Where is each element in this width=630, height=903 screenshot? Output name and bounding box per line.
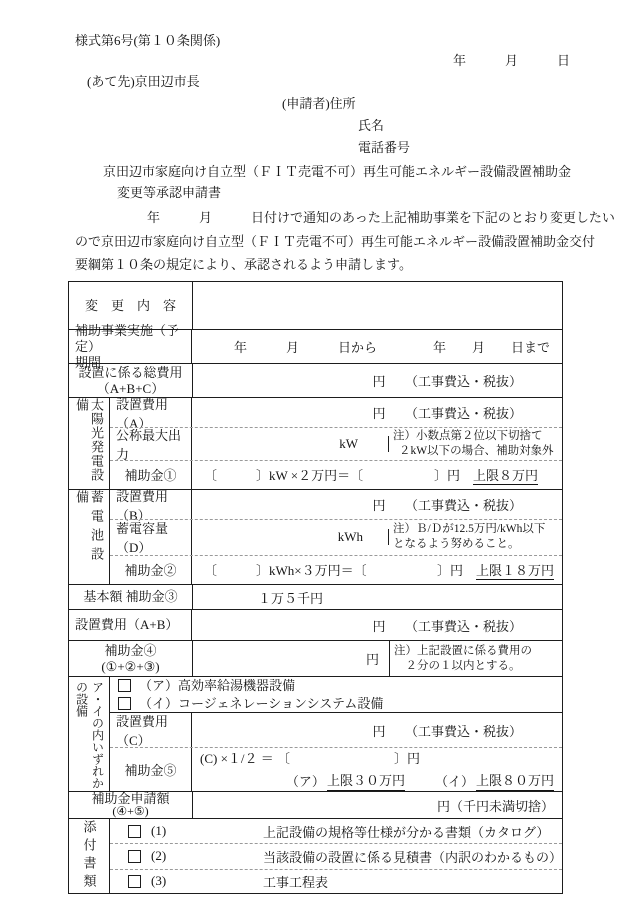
applicant-phone-label: 電話番号: [358, 140, 411, 155]
total-cost-label: 設置に係る総費用: [78, 364, 183, 380]
total-cost-label2: （A+B+C）: [96, 380, 165, 396]
group-battery: [69, 489, 562, 584]
cost-ab-value: 円 （工事費込・税抜）: [372, 618, 522, 634]
row-subsidy-5: [110, 747, 562, 791]
document-title-line1: 京田辺市家庭向け自立型（ＦＩＴ売電不可）再生可能エネルギー設備設置補助金: [103, 164, 572, 179]
cost-a-label: 設置費用（A）: [110, 398, 192, 427]
attachment-number: (1): [151, 823, 167, 839]
body-line: 年 月 日付けで通知のあった上記補助事業を下記のとおり変更したい: [147, 210, 615, 225]
capacity-d-label: 蓄電容量（D）: [110, 520, 192, 554]
cost-b-label: 設置費用（B）: [110, 490, 192, 519]
checkbox-attachment-1[interactable]: [128, 825, 141, 838]
battery-group-label: 蓄電池設備: [74, 490, 104, 566]
attachment-text: 工事工程表: [263, 874, 329, 890]
subsidy4-note2: ２分の１以内とする。: [394, 659, 521, 672]
group-solar: [69, 397, 562, 489]
request-amount-label: 補助金申請額: [91, 791, 170, 806]
capacity-d-unit: kWh: [192, 529, 389, 545]
row-request-amount: [69, 791, 562, 818]
row-max-output: [110, 427, 562, 462]
body-line: 要綱第１０条の規定により、承認されるよう申請します。: [75, 257, 412, 272]
checkbox-attachment-3[interactable]: [128, 875, 141, 888]
row-cost-c: [110, 712, 562, 749]
attachment-number: (3): [151, 873, 167, 889]
row-equipment-options: [110, 677, 562, 712]
cost-c-value: 円 （工事費込・税抜）: [372, 723, 522, 739]
subsidy5-limit-a: 上限３０万円: [327, 770, 405, 791]
cost-ab-label: 設置費用（A+B）: [69, 610, 192, 640]
date-line: 年 月 日: [453, 53, 571, 68]
base-subsidy3-value: １万５千円: [258, 590, 324, 606]
period-label: 補助事業実施（予定）: [75, 322, 180, 354]
applicant-address-label: (申請者)住所: [282, 96, 356, 111]
attachment-row: [110, 869, 562, 893]
either-group-label-col1: ア・イの内いずれか: [90, 681, 105, 789]
applicant-name-label: 氏名: [358, 118, 385, 133]
option-a-label: （ア）高効率給湯機器設備: [139, 677, 296, 693]
cost-c-label: 設置費用（C）: [110, 713, 192, 746]
subsidy4-note: 注）上記設置に係る費用の: [394, 644, 532, 657]
subsidy5-formula: (C) ×１/２ ＝ 〔 〕円: [200, 750, 421, 766]
total-cost-value: 円 （工事費込・税抜）: [372, 374, 522, 389]
row-subsidy-4: [69, 640, 562, 676]
max-output-note2: ２kW以下の場合、補助対象外: [399, 444, 554, 457]
subsidy4-label: 補助金④: [104, 642, 157, 658]
row-cost-ab: [69, 609, 562, 640]
subsidy5-limit-b: 上限８０万円: [476, 770, 554, 791]
checkbox-option-b[interactable]: [118, 697, 131, 710]
max-output-unit: kW: [192, 436, 389, 452]
subsidy1-label: 補助金①: [110, 461, 192, 489]
subsidy2-formula: 〔 〕kWh×３万円＝〔: [204, 563, 367, 579]
checkbox-option-a[interactable]: [118, 679, 131, 692]
base-subsidy3-label: 基本額 補助金③: [69, 585, 193, 609]
subsidy4-unit: 円: [193, 641, 390, 676]
group-attachments: [69, 818, 562, 893]
capacity-d-note2: となるよう努めること。: [393, 538, 520, 551]
attachments-group-label: 添付書類: [81, 820, 97, 892]
subsidy2-label: 補助金②: [110, 556, 192, 584]
row-cost-a: [110, 396, 562, 431]
change-content-value: [193, 282, 562, 329]
change-content-label: 変 更 内 容: [69, 282, 193, 329]
subsidy2-limit: 上限１８万円: [475, 563, 554, 579]
subsidy5-limit-a-prefix: （ア）: [285, 773, 325, 789]
attachment-row: [110, 843, 562, 868]
row-subsidy-2: [110, 555, 562, 584]
period-to: 年 月 日まで: [432, 340, 550, 355]
body-paragraph: [75, 206, 615, 277]
request-amount-label2: (④+⑤): [112, 804, 149, 818]
subsidy1-close: 〕円: [433, 468, 473, 484]
document-title-line2: 変更等承認申請書: [117, 185, 222, 200]
max-output-note: 注）小数点第２位以下切捨て: [393, 429, 543, 442]
capacity-d-note: 注）Ｂ/Ｄが12.5万円/kWh以下: [393, 523, 546, 536]
period-from: 年 月 日から: [234, 340, 378, 355]
row-total-cost: [69, 363, 562, 397]
either-group-label-col2: の設備: [74, 681, 89, 717]
form-number: 様式第6号(第１０条関係): [75, 33, 221, 48]
cost-b-value: 円 （工事費込・税抜）: [372, 498, 522, 514]
row-cost-b: [110, 488, 562, 523]
row-capacity-d: [110, 519, 562, 554]
subsidy5-limit-gap: [407, 771, 433, 790]
row-subsidy-1: [110, 460, 562, 489]
subsidy1-limit: 上限８万円: [472, 468, 538, 484]
subsidy2-close: 〕円: [436, 563, 476, 579]
subsidy4-label2: (①+②+③): [101, 658, 160, 674]
subsidy1-formula: 〔 〕kW ×２万円＝〔: [204, 468, 364, 484]
attachment-row: [110, 819, 562, 843]
row-period: [69, 322, 562, 370]
row-base-subsidy-3: [69, 584, 562, 609]
addressee: (あて先)京田辺市長: [87, 74, 200, 89]
attachment-number: (2): [151, 848, 167, 864]
attachment-text: 当該設備の設置に係る見積書（内訳のわかるもの）: [263, 849, 563, 865]
max-output-label: 公称最大出力: [110, 428, 192, 459]
solar-group-label: 太陽光発電設備: [74, 398, 104, 482]
body-line: ので京田辺市家庭向け自立型（ＦＩＴ売電不可）再生可能エネルギー設備設置補助金交付: [75, 233, 596, 249]
subsidy5-label: 補助金⑤: [110, 748, 192, 791]
group-either-equipment: [69, 676, 562, 791]
period-label2: 期間: [75, 354, 102, 370]
checkbox-attachment-2[interactable]: [128, 850, 141, 863]
application-table: [68, 281, 563, 894]
option-b-label: （イ）コージェネレーションシステム設備: [139, 695, 384, 711]
attachment-text: 上記設備の規格等仕様が分かる書類（カタログ）: [263, 824, 550, 840]
subsidy5-limit-b-prefix: （イ）: [434, 773, 474, 789]
cost-a-value: 円 （工事費込・税抜）: [372, 406, 522, 422]
request-amount-value: 円（千円未満切捨）: [436, 798, 554, 814]
